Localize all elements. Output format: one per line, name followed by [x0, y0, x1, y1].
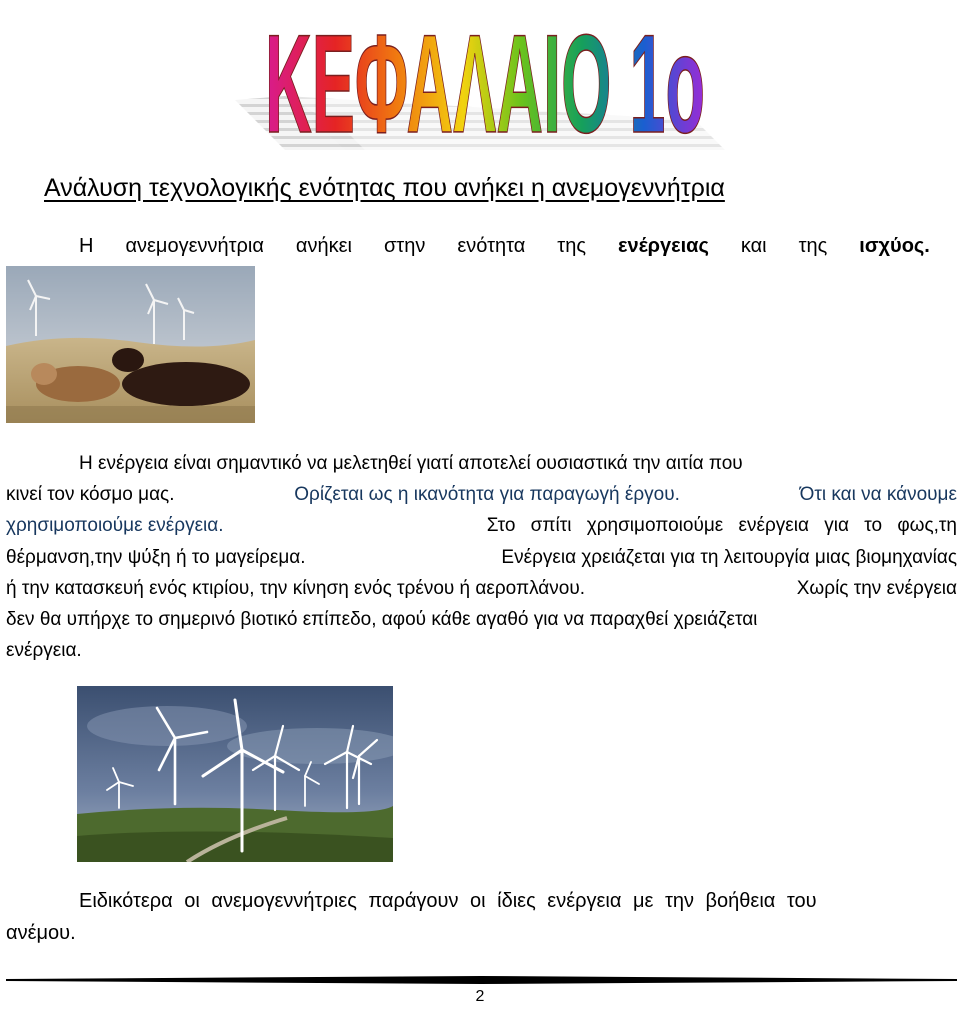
intro-word: ανήκει [295, 235, 352, 257]
paragraph-line: θέρμανση,την ψύξη ή το μαγείρεμα. Ενέργεια χρειάζεται για τη λειτουργία μιας βιομηχανίας [6, 546, 957, 568]
intro-word: και [740, 235, 767, 257]
paragraph-line: ανέμου. [6, 921, 76, 944]
intro-sentence [79, 235, 930, 258]
intro-bold-power: ισχύος. [859, 235, 930, 257]
chapter-title-wordart [225, 0, 745, 150]
intro-word: της [557, 235, 586, 257]
section-heading: Ανάλυση τεχνολογικής ενότητας που ανήκει η ανεμογεννήτρια [44, 174, 725, 202]
intro-word: στην [383, 235, 426, 257]
energy-paragraph [6, 448, 957, 667]
paragraph-line: κινεί τον κόσμο μας. Ορίζεται ως η ικανότητα για παραγωγή έργου. Ότι και να κάνουμε [6, 483, 957, 505]
paragraph-line: δεν θα υπήρχε το σημερινό βιοτικό επίπεδο, αφού κάθε αγαθό για να παραχθεί χρειάζεται [6, 609, 758, 631]
paragraph-line: Η ενέργεια είναι σημαντικό να μελετηθεί γιατί αποτελεί ουσιαστικά την αιτία που [79, 452, 743, 474]
paragraph-line: χρησιμοποιούμε ενέργεια. Στο σπίτι χρησιμοποιούμε ενέργεια για το φως,τη [6, 515, 957, 537]
paragraph-line: ενέργεια. [6, 640, 82, 662]
footer-rule [6, 976, 957, 984]
wind-farm-photo [77, 686, 393, 862]
intro-word: ενότητα [457, 235, 526, 257]
page-number: 2 [475, 988, 485, 1005]
intro-word: της [798, 235, 828, 257]
paragraph-line: ή την κατασκευή ενός κτιρίου, την κίνηση ενός τρένου ή αεροπλάνου. Χωρίς την ενέργεια [6, 577, 957, 599]
intro-bold-energy: ενέργειας [617, 235, 709, 257]
intro-word: ανεμογεννήτρια [125, 235, 264, 257]
paragraph-line: Ειδικότερα οι ανεμογεννήτριες παράγουν οι ίδιες ενέργεια με την βοήθεια του [79, 889, 817, 912]
closing-paragraph [6, 885, 957, 949]
chapter-title-text: ΚΕΦΑΛΑΙΟ 1ο [265, 5, 705, 150]
cows-wind-turbines-photo [6, 266, 255, 423]
intro-word: Η [79, 235, 94, 257]
